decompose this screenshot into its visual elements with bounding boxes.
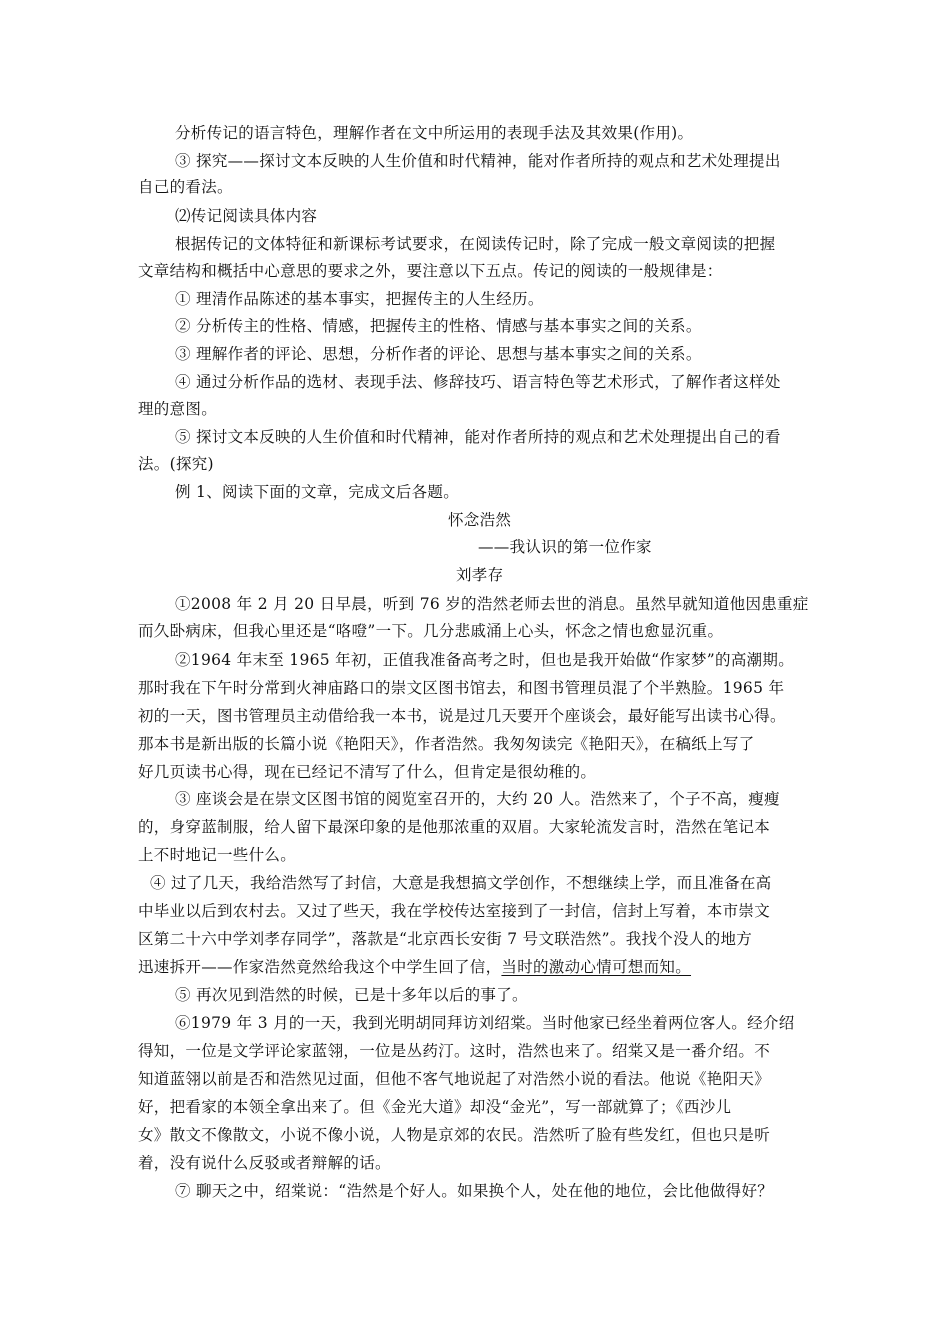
text-line: ③ 探究——探讨文本反映的人生价值和时代精神，能对作者所持的观点和艺术处理提出 xyxy=(175,152,781,170)
article-author: 刘孝存 xyxy=(456,566,504,584)
text-line: ④ 过了几天，我给浩然写了封信，大意是我想搞文学创作，不想继续上学，而且准备在高 xyxy=(150,874,772,892)
text-line: 好几页读书心得，现在已经记不清写了什么，但肯定是很幼稚的。 xyxy=(138,763,597,781)
text-line: ④ 通过分析作品的选材、表现手法、修辞技巧、语言特色等艺术形式，了解作者这样处 xyxy=(175,373,781,391)
text-line: ⑥1979 年 3 月的一天，我到光明胡同拜访刘绍棠。当时他家已经坐着两位客人。经介绍 xyxy=(175,1014,795,1032)
text-line: ⑤ 再次见到浩然的时候，已是十多年以后的事了。 xyxy=(175,986,528,1004)
text-line: 知道蓝翎以前是否和浩然见过面，但他不客气地说起了对浩然小说的看法。他说《艳阳天》 xyxy=(138,1070,771,1088)
text-line: 文章结构和概括中心意思的要求之外，要注意以下五点。传记的阅读的一般规律是： xyxy=(138,262,723,280)
text-line: ③ 理解作者的评论、思想，分析作者的评论、思想与基本事实之间的关系。 xyxy=(175,345,702,363)
underlined-sentence: 当时的激动心情可想而知。 xyxy=(501,958,692,976)
text-line: ③ 座谈会是在崇文区图书馆的阅览室召开的，大约 20 人。浩然来了，个子不高，瘦瘦 xyxy=(175,790,780,808)
text-line: 上不时地记一些什么。 xyxy=(138,846,297,864)
text-line: 自己的看法。 xyxy=(138,178,233,196)
text-line: 女》散文不像散文，小说不像小说，人物是京郊的农民。浩然听了脸有些发红，但也只是听 xyxy=(138,1126,771,1144)
text-line xyxy=(138,957,691,977)
text-line: 理的意图。 xyxy=(138,400,218,418)
text-line: 分析传记的语言特色，理解作者在文中所运用的表现手法及其效果(作用)。 xyxy=(175,124,694,142)
text-line: 初的一天，图书管理员主动借给我一本书，说是过几天要开个座谈会，最好能写出读书心得。 xyxy=(138,707,786,725)
text-line: 那本书是新出版的长篇小说《艳阳天》，作者浩然。我匆匆读完《艳阳天》，在稿纸上写了 xyxy=(138,735,755,753)
text-line: 区第二十六中学刘孝存同学”，落款是“北京西长安街 7 号文联浩然”。我找个没人的地方 xyxy=(138,930,753,948)
article-subtitle: ——我认识的第一位作家 xyxy=(478,538,652,556)
text-line: 那时我在下午时分常到火神庙路口的崇文区图书馆去，和图书管理员混了个半熟脸。1965 年 xyxy=(138,679,785,697)
text-line: 得知，一位是文学评论家蓝翎，一位是丛药汀。这时，浩然也来了。绍棠又是一番介绍。不 xyxy=(138,1042,771,1060)
text-line: ⑤ 探讨文本反映的人生价值和时代精神，能对作者所持的观点和艺术处理提出自己的看 xyxy=(175,428,781,446)
text-line: ⑦ 聊天之中，绍棠说：“浩然是个好人。如果换个人，处在他的地位，会比他做得好？ xyxy=(175,1182,774,1200)
text-line: 法。(探究) xyxy=(138,455,214,473)
text-line: ① 理清作品陈述的基本事实，把握传主的人生经历。 xyxy=(175,290,544,308)
article-title: 怀念浩然 xyxy=(448,511,512,529)
text-line: 而久卧病床，但我心里还是“咯噔”一下。几分悲戚涌上心头，怀念之情也愈显沉重。 xyxy=(138,622,724,640)
text-line: 中毕业以后到农村去。又过了些天，我在学校传达室接到了一封信，信封上写着，本市崇文 xyxy=(138,902,771,920)
text-line: 好，把看家的本领全拿出来了。但《金光大道》却没“金光”，写一部就算了；《西沙儿 xyxy=(138,1098,732,1116)
text-line: ②1964 年末至 1965 年初，正值我准备高考之时，但也是我开始做“作家梦”的高潮期。 xyxy=(175,651,795,669)
text-line: 的，身穿蓝制服，给人留下最深印象的是他那浓重的双眉。大家轮流发言时，浩然在笔记本 xyxy=(138,818,771,836)
text-line: 例 1、阅读下面的文章，完成文后各题。 xyxy=(175,483,459,501)
text-line: 着，没有说什么反驳或者辩解的话。 xyxy=(138,1154,391,1172)
text-line: ①2008 年 2 月 20 日早晨，听到 76 岁的浩然老师去世的消息。虽然早就知道他因患重症 xyxy=(175,595,809,613)
text-line: ② 分析传主的性格、情感，把握传主的性格、情感与基本事实之间的关系。 xyxy=(175,317,702,335)
text-segment: 迅速拆开——作家浩然竟然给我这个中学生回了信， xyxy=(138,958,502,976)
text-line: 根据传记的文体特征和新课标考试要求，在阅读传记时，除了完成一般文章阅读的把握 xyxy=(175,235,776,253)
section-heading: ⑵传记阅读具体内容 xyxy=(175,207,318,225)
